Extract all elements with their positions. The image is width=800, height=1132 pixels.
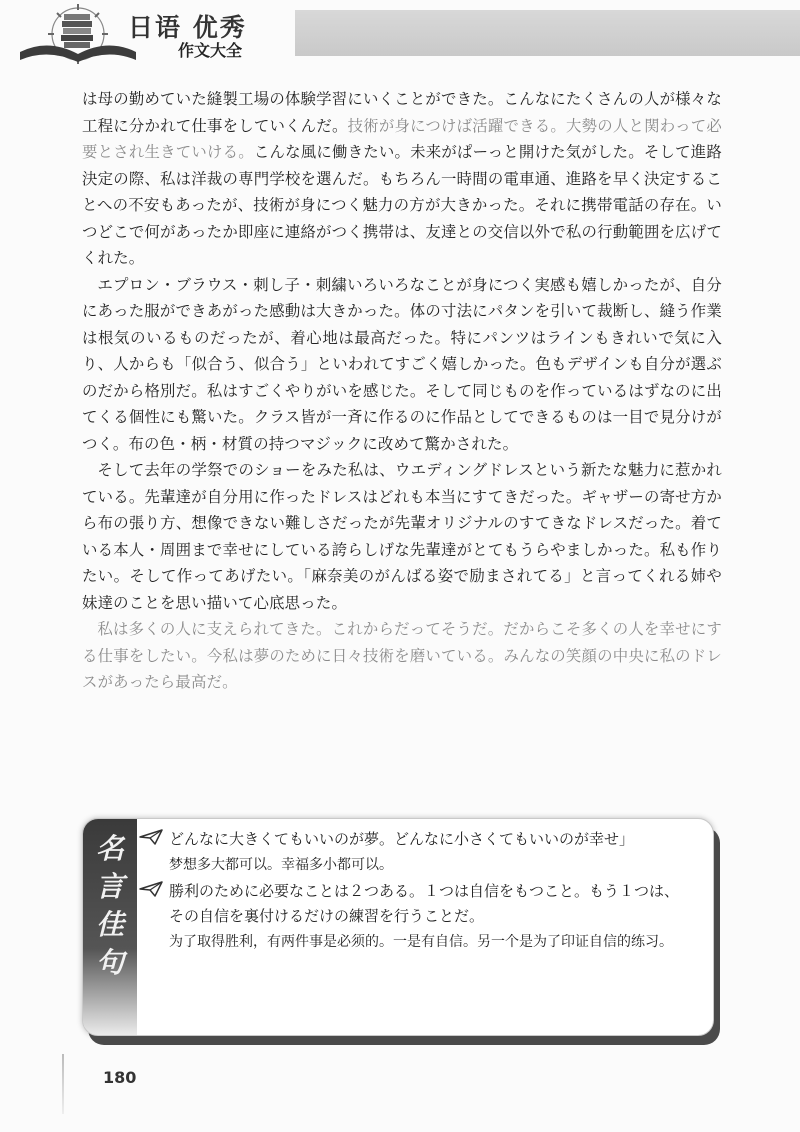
quote-2-chinese: 为了取得胜利，有两件事是必须的。一是有自信。另一个是为了印证自信的练习。 xyxy=(169,934,673,950)
badge-char-2: 言 xyxy=(95,870,124,903)
header-bar xyxy=(295,10,800,56)
quote-1-chinese: 梦想多大都可以。幸福多小都可以。 xyxy=(169,857,393,873)
paragraph-1-text-b: こんな風に働きたい。未来がぱーっと開けた気がした。そして進路決定の際、私は洋裁の専門学校を選んだ。もちろん一時間の電車通、進路を早く決定することへの不安もあったが、技術が身につく魅力の方が大きかった。それに携帯電話の存在。いつどこで何があったか即座に連絡がつく携帯は、友達との交信以外で私の行動範囲を広げてくれた。 xyxy=(82,143,723,267)
quote-item-2 xyxy=(169,879,689,956)
quote-1-japanese: どんなに大きくてもいいのが夢。どんなに小さくてもいいのが幸せ」 xyxy=(169,830,635,848)
paragraph-2: エプロン・ブラウス・刺し子・刺繍いろいろなことが身につく実感も嬉しかったが、自分にあった服ができあがった感動は大きかった。体の寸法にパタンを引いて裁断し、縫う作業は根気のいるものだったが、着心地は最高だった。特にパンツはラインもきれいで気に入り、人からも「似合う、似合う」といわれてすごく嬉しかった。色もデザインも自分が選ぶのだから格別だ。私はすごくやりがいを感じた。そして同じものを作っているはずなのに出てくる個性にも驚いた。クラス皆が一斉に作るのに作品としてできるものは一目で見分けがつく。布の色・柄・材質の持つマジックに改めて驚かされた。 xyxy=(82,275,722,453)
badge-char-4: 句 xyxy=(95,946,124,979)
page-number: 180 xyxy=(103,1068,137,1087)
paragraph-1-highlight: 技術が身につけば活躍できる。大勢の人と関わって必要とされ生きていける。 xyxy=(82,116,723,161)
book-stack-logo-icon xyxy=(18,4,138,66)
essay-body xyxy=(82,86,722,696)
badge-char-1: 名 xyxy=(95,832,124,865)
paper-plane-icon xyxy=(139,828,163,846)
quote-item-1 xyxy=(169,827,689,879)
quote-2-japanese: 勝利のために必要なことは２つある。１つは自信をもつこと。もう１つは、その自信を裏付けるだけの練習を行うことだ。 xyxy=(169,882,680,925)
famous-quotes-badge xyxy=(83,819,137,1035)
paragraph-1-text-a: は母の勤めていた縫製工場の体験学習にいくことができた。こんなにたくさんの人が様々な工程に分かれて仕事をしていくんだ。 xyxy=(82,90,722,135)
paragraph-1 xyxy=(82,86,722,272)
header-title: 日语 优秀 xyxy=(128,13,247,42)
header-subtitle: 作文大全 xyxy=(178,41,243,60)
paper-plane-icon xyxy=(139,880,163,898)
badge-char-3: 佳 xyxy=(95,908,124,941)
paragraph-3: そして去年の学祭でのショーをみた私は、ウエディングドレスという新たな魅力に惹かれている。先輩達が自分用に作ったドレスはどれも本当にすてきだった。ギャザーの寄せ方から布の張り方、想像できない難しさだったが先輩オリジナルのすてきなドレスだった。着ている本人・周囲まで幸せにしている誇らしげな先輩達がとてもうらやましかった。私も作りたい。そして作ってあげたい。「麻奈美のがんばる姿で励まされてる」と言ってくれる姉や妹達のことを思い描いて心底思った。 xyxy=(82,461,722,612)
page-margin-line xyxy=(62,1054,64,1114)
famous-quotes-box xyxy=(82,818,714,1036)
paragraph-4: 私は多くの人に支えられてきた。これからだってそうだ。だからこそ多くの人を幸せにする仕事をしたい。今私は夢のために日々技術を磨いている。みんなの笑顔の中央に私のドレスがあったら最高だ。 xyxy=(82,620,722,691)
